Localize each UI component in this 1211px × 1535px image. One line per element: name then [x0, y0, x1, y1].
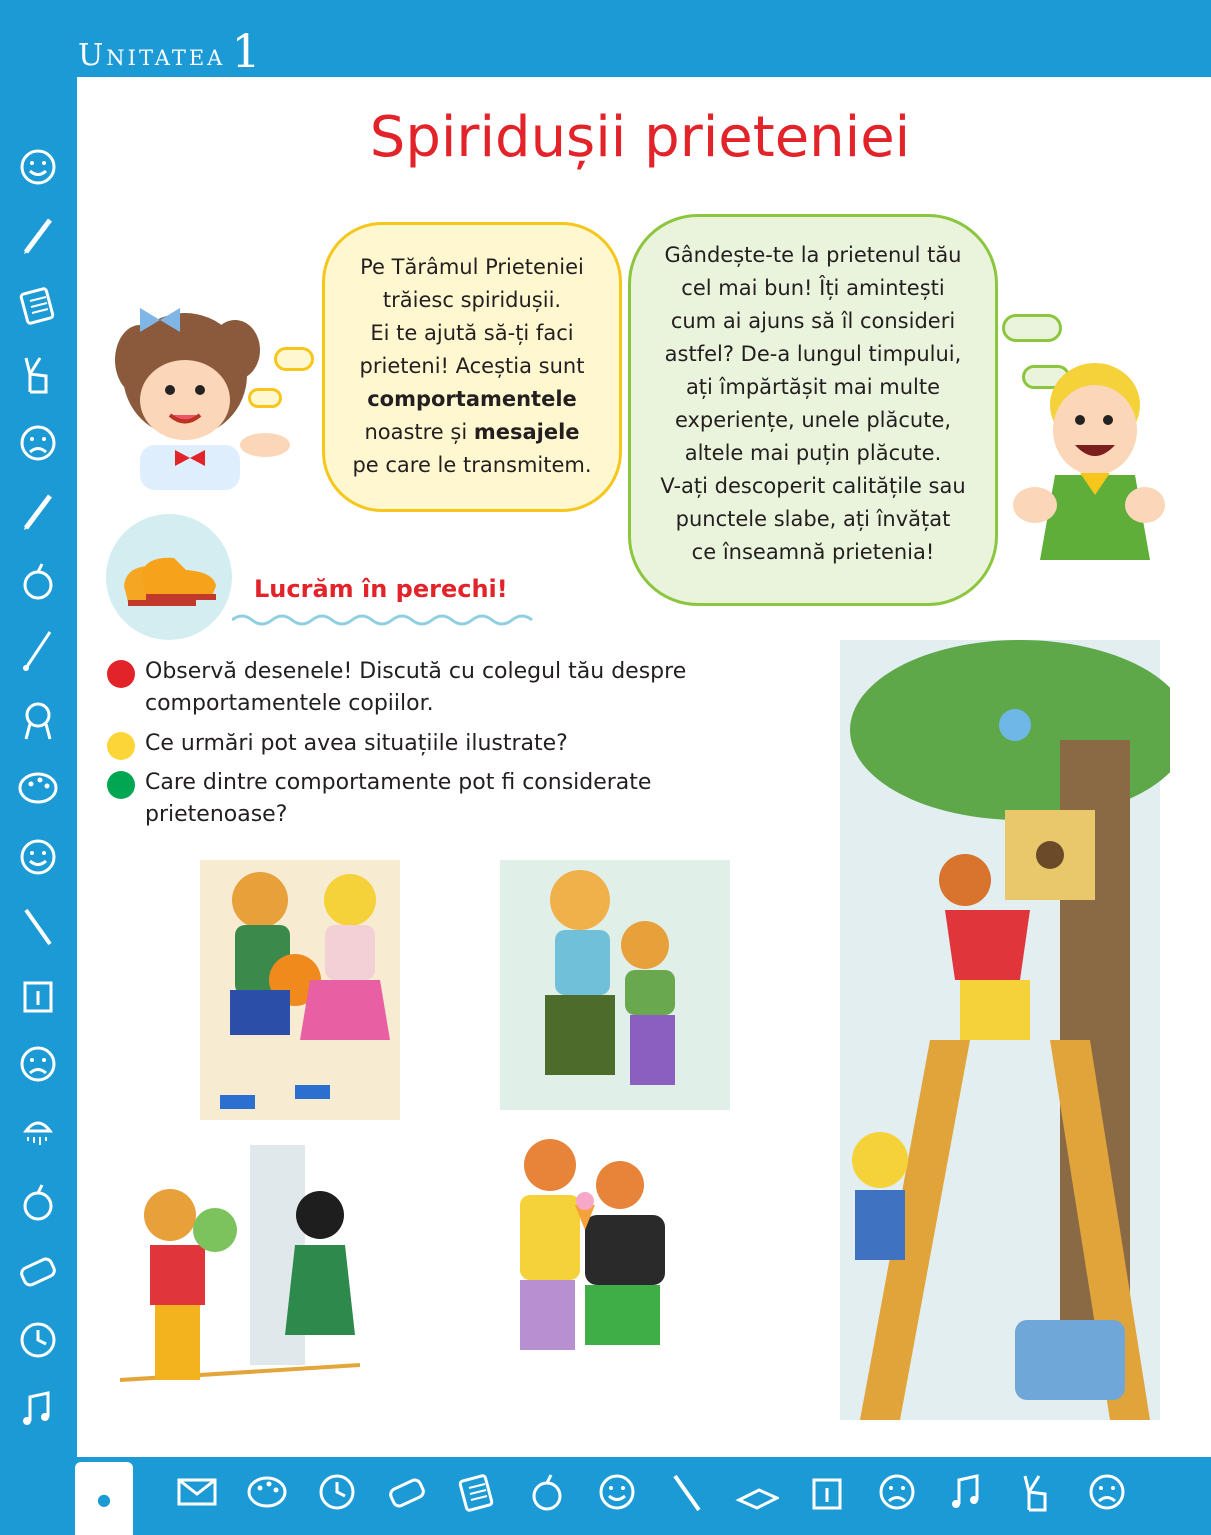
scene-two-boys	[500, 860, 730, 1110]
notebook-icon	[16, 283, 60, 327]
bubble-line: experiențe, unele plăcute,	[674, 408, 952, 432]
clock-icon	[315, 1470, 359, 1514]
soap-icon	[16, 1249, 60, 1293]
apple-icon	[16, 1180, 60, 1224]
smiley-icon	[16, 835, 60, 879]
pencil-icon	[16, 490, 60, 534]
bubble-line: prieteni! Aceștia sunt	[359, 354, 585, 378]
scene-flowers-door	[120, 1145, 360, 1405]
bubble-line: noastre și	[364, 420, 474, 444]
boy-speech-bubble	[628, 214, 998, 606]
shower-icon	[16, 1111, 60, 1155]
envelope-icon	[175, 1470, 219, 1514]
bubble-line: cel mai bun! Îți amintești	[681, 276, 945, 300]
bubble-line: Pe Tărâmul Prieteniei	[360, 255, 584, 279]
calendar-icon	[805, 1470, 849, 1514]
bubble-line: ați împărtășit mai multe	[685, 375, 941, 399]
bubble-line: cum ai ajuns să îl consideri	[670, 309, 956, 333]
scene-tree-birdhouse	[820, 640, 1170, 1420]
task-text: Observă desenele! Discută cu colegul tău despre comportamentele copiilor.	[145, 659, 687, 716]
unit-number: 1	[231, 24, 264, 78]
page-number-tab: ●	[75, 1462, 133, 1535]
bubble-bold-word: mesajele	[473, 420, 580, 444]
bubble-line: astfel? De-a lungul timpului,	[664, 342, 962, 366]
medal-icon	[16, 697, 60, 741]
toothbrush-icon	[16, 904, 60, 948]
task-bullet-green	[107, 771, 135, 799]
soap-icon	[385, 1470, 429, 1514]
thought-cloud-small	[1002, 314, 1062, 342]
sad-face-icon	[1085, 1470, 1129, 1514]
music-note-icon	[945, 1470, 989, 1514]
music-note-icon	[16, 1387, 60, 1431]
victory-hand-icon	[1015, 1470, 1059, 1514]
task-bullet-red	[107, 660, 135, 688]
scene-basketball-kids	[200, 860, 400, 1120]
activity-title: Lucrăm în perechi!	[254, 575, 508, 603]
apple-icon	[16, 559, 60, 603]
palette-icon	[16, 766, 60, 810]
task-text: Ce urmări pot avea situațiile ilustrate?	[145, 731, 568, 756]
task-item	[107, 767, 727, 831]
victory-hand-icon	[16, 352, 60, 396]
task-bullet-yellow	[107, 732, 135, 760]
bubble-line: trăiesc spiridușii.	[382, 288, 562, 312]
bubble-line: pe care le transmitem.	[352, 453, 592, 477]
bubble-bold-word: comportamentele	[367, 387, 577, 411]
page-title: Spiridușii prieteniei	[369, 105, 911, 170]
toothbrush-icon	[665, 1470, 709, 1514]
boy-illustration	[1010, 345, 1170, 560]
clock-icon	[16, 1318, 60, 1362]
palette-icon	[245, 1470, 289, 1514]
thought-cloud-tiny	[248, 388, 282, 408]
wavy-underline	[232, 612, 542, 628]
pencil-icon	[16, 214, 60, 258]
book-icon	[735, 1470, 779, 1514]
pair-work-badge	[106, 514, 232, 640]
sad-face-icon	[875, 1470, 919, 1514]
girl-speech-bubble	[322, 222, 622, 512]
smiley-icon	[16, 145, 60, 189]
scene-ice-cream	[505, 1135, 680, 1415]
notebook-icon	[455, 1470, 499, 1514]
unit-heading	[78, 22, 264, 76]
task-item	[107, 728, 727, 760]
sad-face-icon	[16, 1042, 60, 1086]
sad-face-icon	[16, 421, 60, 465]
bubble-line: ce înseamnă prietenia!	[691, 540, 935, 564]
bubble-line: altele mai puțin plăcute.	[684, 441, 942, 465]
calendar-icon	[16, 973, 60, 1017]
thought-cloud-small	[274, 347, 314, 371]
task-item	[107, 656, 727, 720]
bubble-line: Gândește-te la prietenul tău	[664, 243, 962, 267]
bubble-line: Ei te ajută să-ți faci	[370, 321, 574, 345]
bubble-line: V-ați descoperit calitățile sau	[660, 474, 966, 498]
bubble-line: punctele slabe, ați învățat	[675, 507, 951, 531]
smiley-icon	[595, 1470, 639, 1514]
brush-icon	[16, 628, 60, 672]
unit-label: Unitatea	[78, 38, 226, 73]
task-text: Care dintre comportamente pot fi considerate prietenoase?	[145, 770, 652, 827]
apple-icon	[525, 1470, 569, 1514]
